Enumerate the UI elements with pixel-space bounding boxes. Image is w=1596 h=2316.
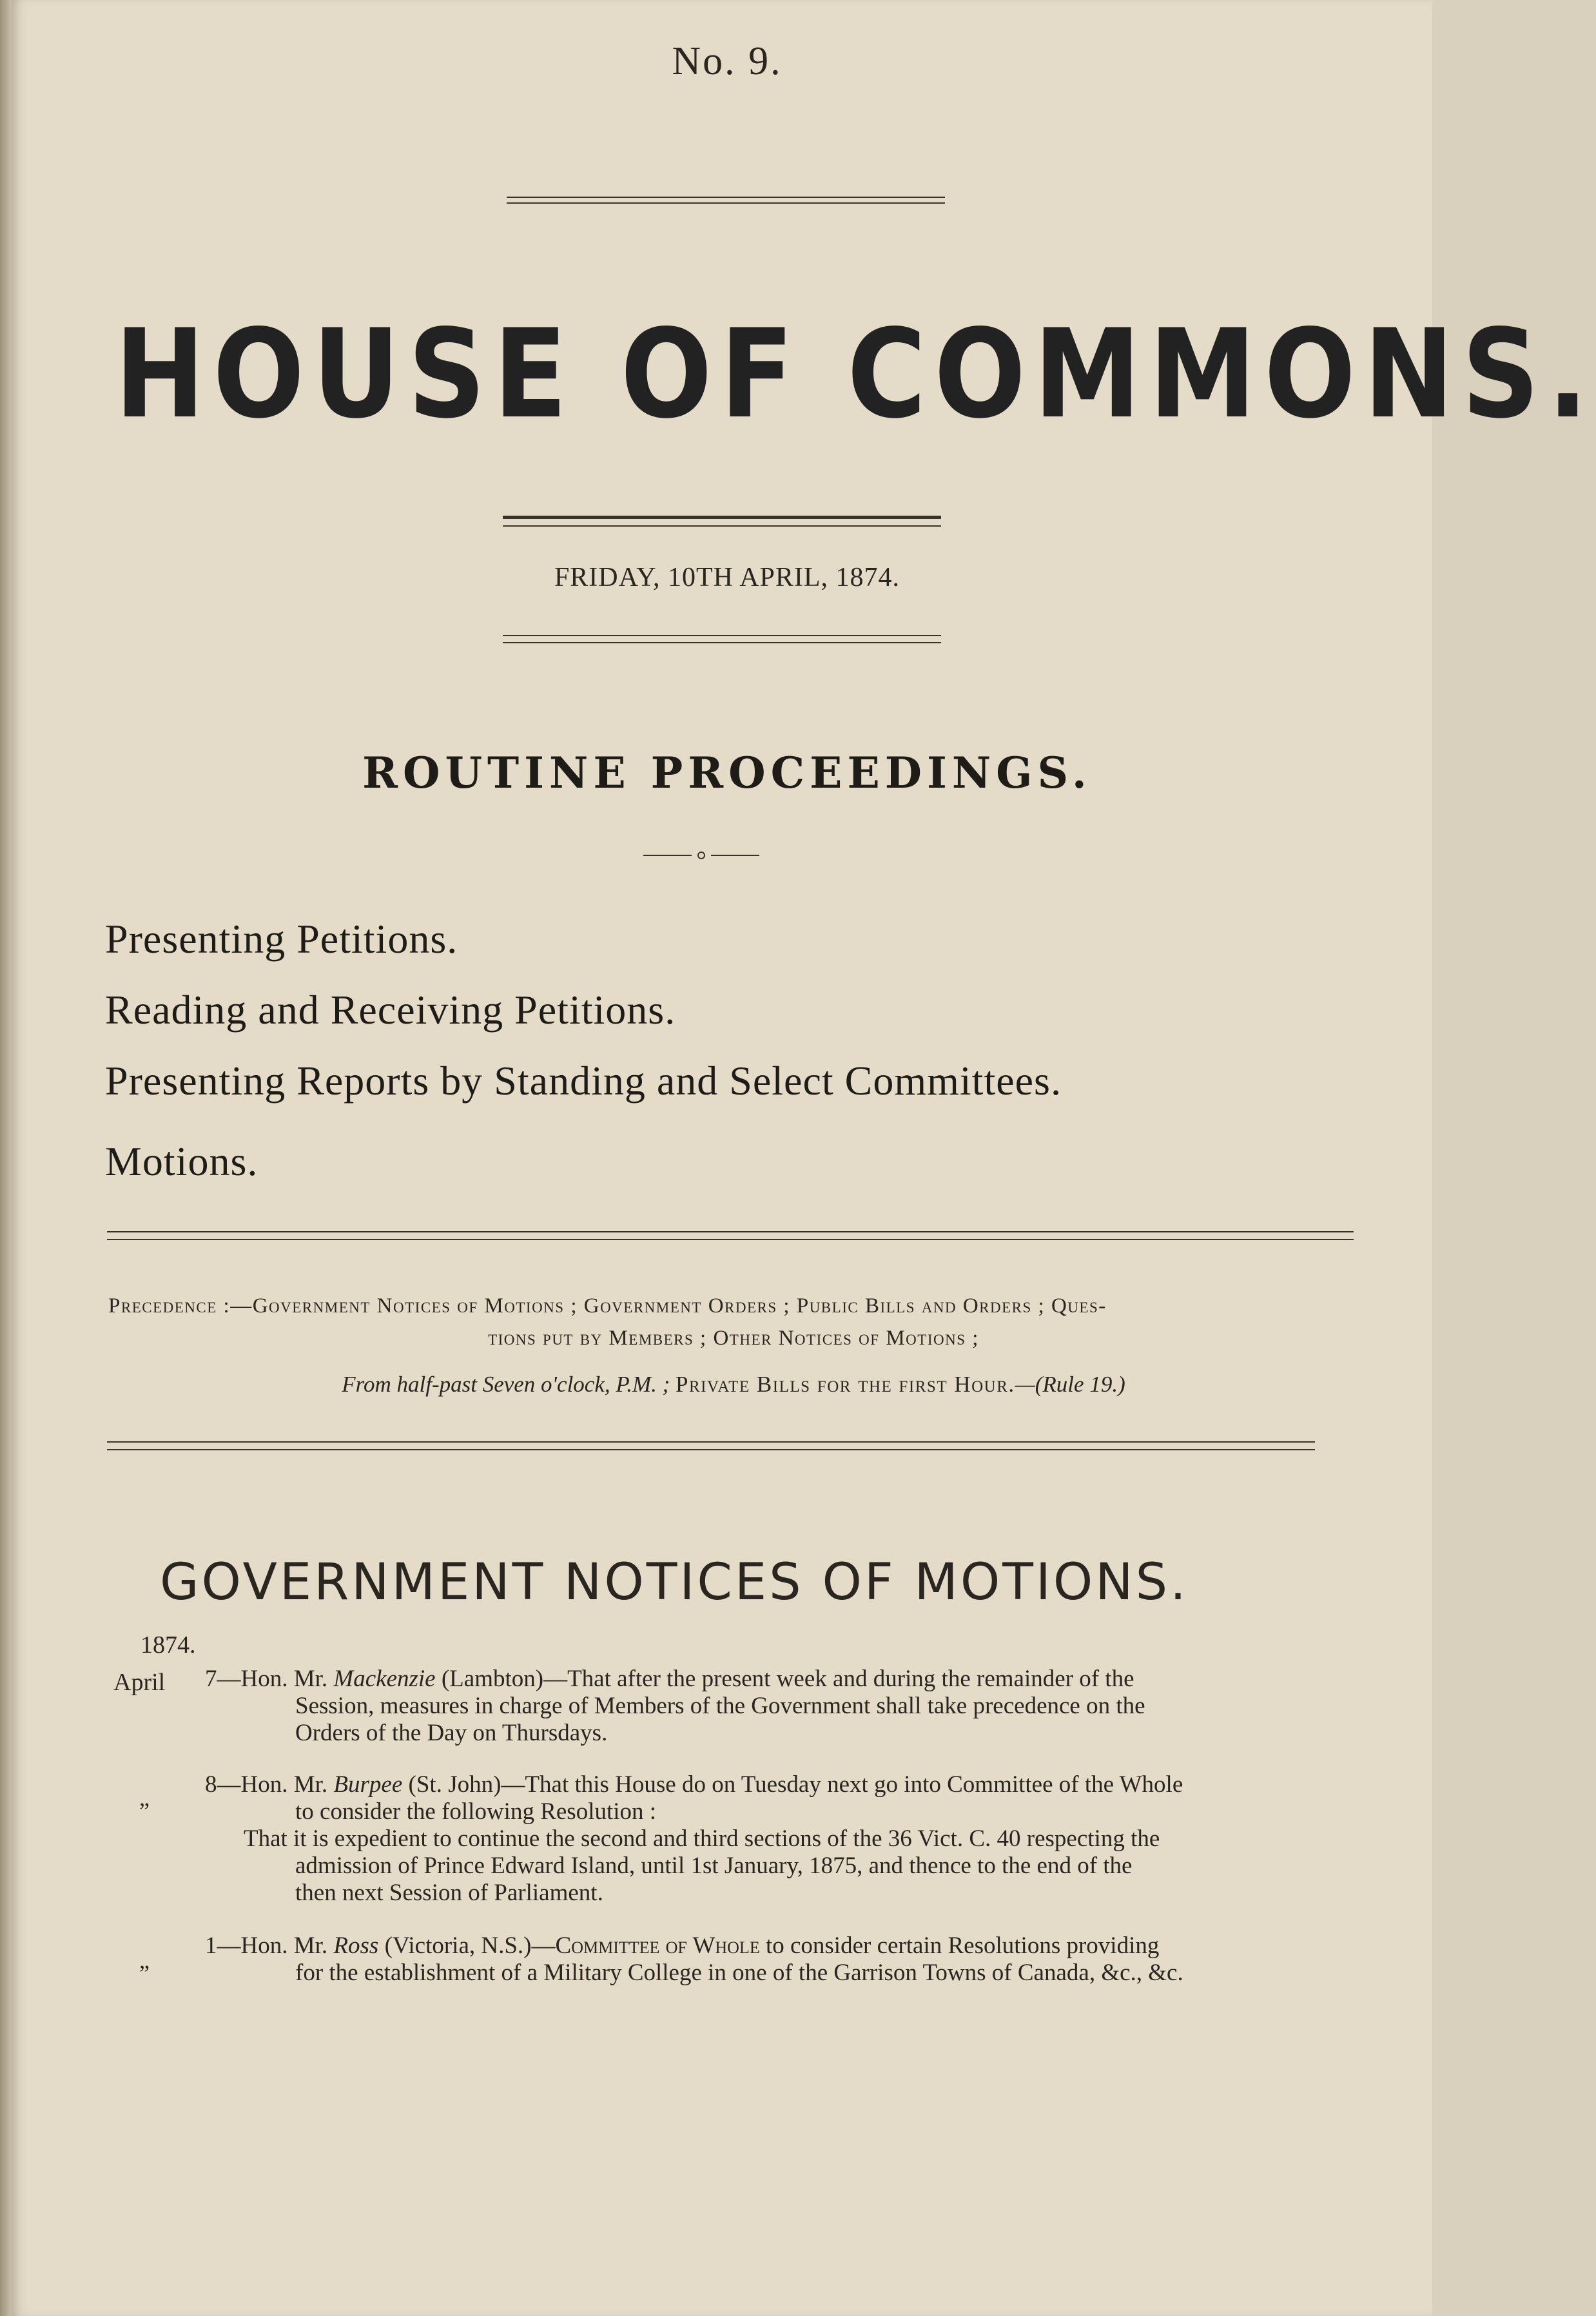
notice-entry xyxy=(205,1771,1356,1798)
member-name: Mackenzie xyxy=(333,1666,436,1692)
routine-proceedings-heading: ROUTINE PROCEEDINGS. xyxy=(362,748,1092,798)
entry-number: 7—Hon. Mr. xyxy=(205,1666,328,1692)
divider xyxy=(507,202,945,204)
ditto-mark: „ xyxy=(139,1947,150,1973)
entry-continuation: Session, measures in charge of Members of the Government shall take precedence on the xyxy=(295,1693,1145,1719)
entry-number: 8—Hon. Mr. xyxy=(205,1771,328,1798)
order-paper-number: No. 9. xyxy=(672,39,783,83)
divider xyxy=(507,197,945,198)
page-title: HOUSE OF COMMONS. xyxy=(115,303,1596,445)
entry-text: (Lambton)—That after the present week and during the remainder of the xyxy=(441,1666,1134,1692)
entry-text: to consider certain Resolutions providing xyxy=(765,1932,1160,1959)
resolution-text: That it is expedient to continue the second and third sections of the 36 Vict. C. 40 respecting the xyxy=(244,1825,1160,1852)
entry-text: (Victoria, N.S.)— xyxy=(384,1932,556,1959)
divider xyxy=(503,516,941,519)
divider xyxy=(107,1239,1354,1240)
divider xyxy=(107,1441,1315,1443)
notice-entry xyxy=(205,1932,1356,1960)
precedence-line-3 xyxy=(108,1372,1359,1397)
rule-reference: —(Rule 19.) xyxy=(1015,1372,1125,1397)
precedence-line-1: Precedence :—Government Notices of Motions ; Government Orders ; Public Bills and Orders ; Ques- xyxy=(108,1294,1107,1318)
precedence-line-2: tions put by Members ; Other Notices of Motions ; xyxy=(488,1327,979,1350)
evening-time-text: From half-past Seven o'clock, P.M. ; xyxy=(342,1372,670,1397)
member-name: Burpee xyxy=(333,1771,403,1798)
entry-text: (St. John)—That this House do on Tuesday next go into Committee of the Whole xyxy=(408,1771,1183,1798)
ornament-divider xyxy=(643,848,759,863)
committee-text: Committee of Whole xyxy=(555,1932,760,1959)
routine-item: Presenting Petitions. xyxy=(105,916,458,962)
ditto-mark: „ xyxy=(139,1785,150,1811)
routine-item: Presenting Reports by Standing and Select Committees. xyxy=(105,1058,1062,1104)
entry-month: April xyxy=(113,1669,166,1696)
private-bills-text: Private Bills for the first Hour. xyxy=(676,1372,1015,1397)
notice-entry xyxy=(205,1666,1356,1693)
entry-continuation: to consider the following Resolution : xyxy=(295,1798,657,1825)
divider xyxy=(107,1449,1315,1450)
member-name: Ross xyxy=(333,1932,379,1959)
section-heading: GOVERNMENT NOTICES OF MOTIONS. xyxy=(160,1553,1189,1611)
page-binding-edge xyxy=(0,0,12,2316)
entry-continuation: admission of Prince Edward Island, until 1st January, 1875, and thence to the end of the xyxy=(295,1853,1133,1879)
entry-continuation: then next Session of Parliament. xyxy=(295,1880,603,1906)
divider xyxy=(107,1231,1354,1232)
year-label: 1874. xyxy=(141,1631,196,1659)
entry-continuation: Orders of the Day on Thursdays. xyxy=(295,1720,608,1746)
divider xyxy=(503,525,941,527)
entry-number: 1—Hon. Mr. xyxy=(205,1932,328,1959)
routine-item: Motions. xyxy=(105,1138,258,1184)
document-page xyxy=(12,0,1596,2316)
divider xyxy=(503,642,941,643)
divider xyxy=(503,635,941,636)
sitting-date: FRIDAY, 10TH APRIL, 1874. xyxy=(554,563,900,592)
entry-continuation: for the establishment of a Military College in one of the Garrison Towns of Canada, &c., &c. xyxy=(295,1960,1183,1986)
routine-item: Reading and Receiving Petitions. xyxy=(105,987,676,1033)
